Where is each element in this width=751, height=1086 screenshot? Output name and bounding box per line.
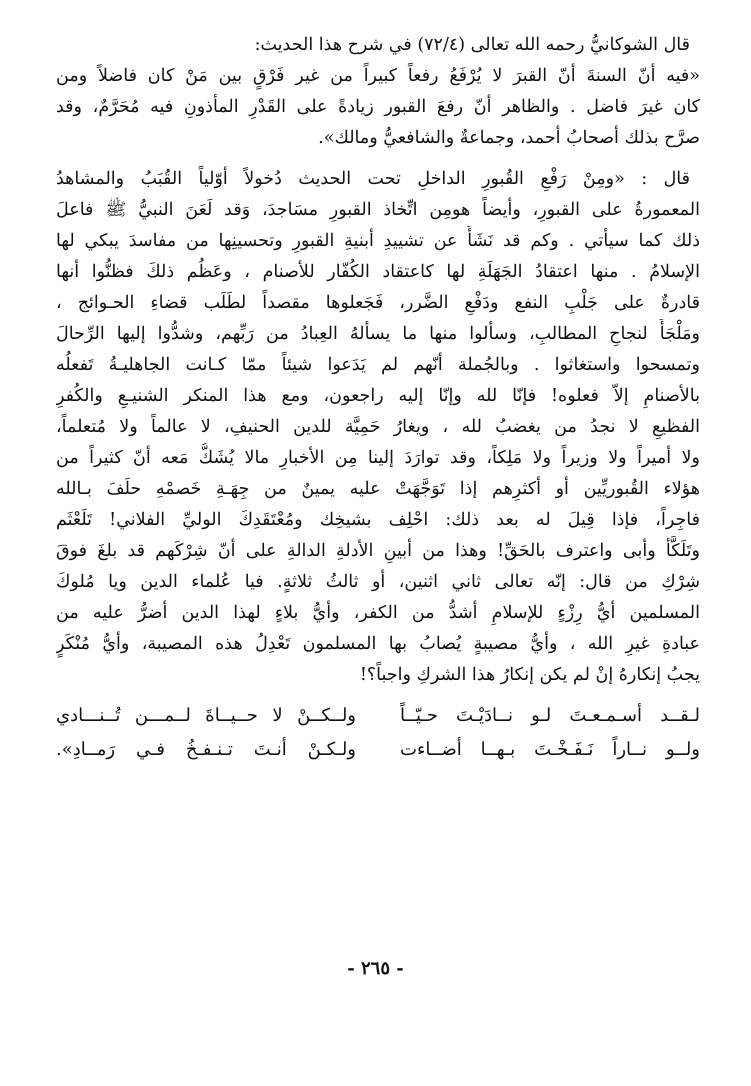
text-line: قادرةٌ على جَلْبِ النفع ودَفْعِ الضَّرر، فَجَعلوها مقصداً لطَلَب قضاءِ الحـوائج ، bbox=[56, 293, 700, 313]
poem bbox=[56, 699, 700, 767]
text-line: الفظيعِ لا نجدُ من يغضبُ لله ، ويغارُ حَمِيَّة للدين الحنيفِ، لا عالماً ولا مُتعلماً، bbox=[56, 417, 700, 437]
text-line: ذلك كما سيأتي . وكم قد نَشَأَ عن تشييدِ أبنيةِ القبورِ وتحسينِها من مفاسدَ يبكي لها bbox=[56, 231, 700, 251]
text-line: قال : «ومِنْ رَفْعِ القُبورِ الداخلِ تحت الحديث دُخولاً أوّلياً القُبَبُ والمشاهدُ bbox=[56, 169, 690, 189]
quote-paragraph-1 bbox=[56, 61, 700, 154]
text-line: بالأصنامِ إلاّ فعلوه! فإنّا لله وإنّا إليه راجعون، ومع هذا المنكر الشنيـعِ والكُفرِ bbox=[56, 386, 700, 406]
text-line: المعمورةُ على القبورِ، وأيضاً هومِن اتِّخاذ القبورِ مسَاجدَ، وَقد لَعَنَ النبيُّ ﷺ فاعلَ bbox=[56, 200, 700, 220]
intro-line: قال الشوكانيُّ رحمه الله تعالى (٧٢/٤) في شرح هذا الحديث: bbox=[254, 35, 690, 55]
text-line: ولا أميراً ولا وزيراً ولا مَلِكاً، وقد توارَدَ إلينا مِن الأخبارِ مالا يُشَكُّ مَعه أنّ كثيراً من bbox=[56, 448, 700, 468]
text-line: هؤلاء القُبوريِّين أو أكثرِهم إذا تَوَجَّهَتْ عليه يمينٌ من جِهَـةِ خَصمْهِ حلَفَ بـالله bbox=[56, 479, 700, 499]
paragraph-gap bbox=[56, 154, 700, 164]
poem-hemistich-first: لـقــد أسـمـعـتَ لـو نــادَيْـتَ حـيّــاً bbox=[400, 705, 700, 726]
text-line: الإسلامُ . منها اعتقادُ الجَهَلَةِ لها كاعتقاد الكُفّار للأصنام ، وعَظُم ذلكَ فظنُّوا أنها bbox=[56, 262, 700, 282]
text-line: يجبُ إنكارهُ إنْ لم يكن إنكارُ هذا الشركِ واجباً؟! bbox=[359, 665, 700, 685]
poem-hemistich-second: ولـكـنْ أنـتَ تـنـفـخُ فـي رَمــادِ». bbox=[56, 739, 356, 760]
poem-hemistich-second: ولــكــنْ لا حــيــاةَ لــمـــن تُــنـــادي bbox=[56, 705, 356, 726]
text-line: كان غيرَ فاضل . والظاهر أنّ رفعَ القبور زيادةً على القَدْرِ المأذونِ فيه مُحَرَّمٌ، وقد bbox=[56, 97, 700, 117]
poem-verse bbox=[56, 733, 700, 767]
text-line: فاجِراً، فإذا قِيلَ له بعد ذلك: احْلِف بشيخِك ومُعْتَقَدِكَ الوليِّ الفلاني! تَلَعْثَم bbox=[56, 510, 700, 530]
text-line: شِرْكِ من قال: إنّه تعالى ثاني اثنين، أو ثالثُ ثلاثةٍ. فيا عُلماء الدين ويا مُلوكَ bbox=[56, 572, 700, 592]
poem-verse bbox=[56, 699, 700, 733]
text-line: المسلمين أيُّ رِزْءٍ للإسلامِ أشدُّ من الكفر، وأيُّ بلاءٍ لهذا الدين أضرُّ عليه من bbox=[56, 603, 700, 623]
text-line: ومَلْجَأً لنجاحِ المطالبِ، وسألوا منها ما يسألهُ العِبادُ من رَبِّهم، وشدُّوا إليها الرِّحالَ bbox=[56, 324, 700, 344]
text-line: عبادةِ غيرِ الله ، وأيُّ مصيبةٍ يُصابُ بها المسلمون تَعْدِلُ هذه المصيبة، وأيُّ مُنْكَرٍ bbox=[56, 634, 700, 654]
text-line: «فيه أنّ السنةَ أنّ القبرَ لا يُرْفَعُ رفعاً كبيراً من غير فَرْقٍ بين مَنْ كان فاضلاً ومن bbox=[56, 66, 700, 86]
page-body bbox=[56, 30, 700, 767]
text-line: وتمسحوا واستغاثوا . وبالجُملة أنّهم لم يَدَعوا شيئاً ممّا كـانت الجاهليـةُ تَفعلُه bbox=[56, 355, 700, 375]
poem-hemistich-first: ولــو نــاراً نَـفَـخْـتَ بـهــا أضــاءت bbox=[400, 739, 700, 760]
text-line: وتَلَكَّأ وأبى واعترف بالحَقِّ! وهذا من أبينِ الأدلةِ الدالةِ على أنّ شِرْكَهم قد بلغَ فوقَ bbox=[56, 541, 700, 561]
text-line: صرَّح بذلك أصحابُ أحمد، وجماعةٌ والشافعيُّ ومالك». bbox=[318, 128, 700, 148]
quote-paragraph-2 bbox=[56, 164, 700, 691]
page-number: - ٢٦٥ - bbox=[347, 958, 404, 979]
